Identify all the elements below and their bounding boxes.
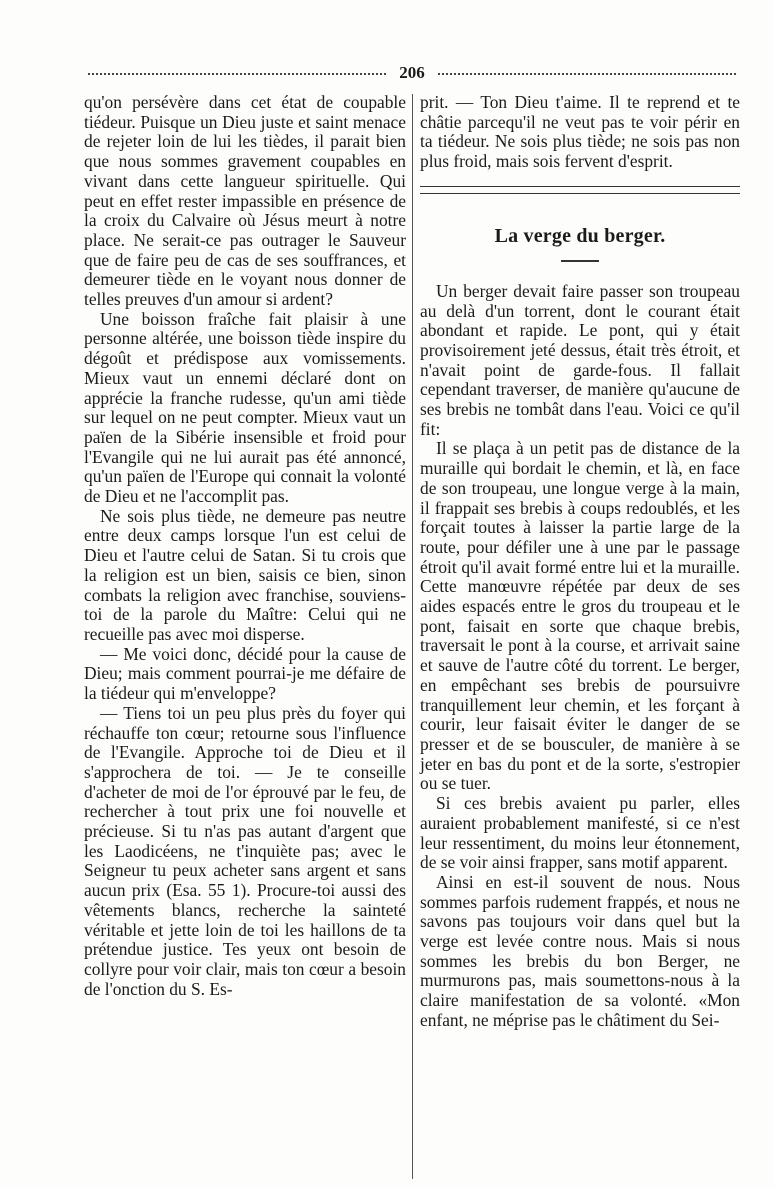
left-paragraph-2: Une boisson fraîche fait plaisir à une personne altérée, une boisson tiède inspire du dégoût et prédispose aux vomissements. Mieux vaut un ennemi déclaré dont on apprécie la franche rudesse, qu'un ami tiède sur lequel on ne peut compter. Mieux vaut un païen de la Sibérie insensible et froid pour l'Evangile qui ne lui aurait pas été annoncé, qu'un païen de l'Europe qui connait la volonté de Dieu et ne l'accomplit pas. (84, 308, 406, 507)
page-header (88, 62, 736, 84)
section-separator (420, 186, 740, 194)
left-paragraph-4: — Me voici donc, décidé pour la cause de Dieu; mais comment pourrai-je me défaire de la tiédeur qui m'enveloppe? (84, 643, 406, 704)
right-paragraph-3: Si ces brebis avaient pu parler, elles auraient probablement manifesté, si ce n'est leur ressentiment, du moins leur étonnement, de se voir ainsi frapper, sans motif apparent. (420, 793, 740, 873)
right-paragraph-2: Il se plaça à un petit pas de distance de la muraille qui bordait le chemin, et là, en face de son troupeau, une longue verge à la main, il frappait ses brebis à coups redoublés, et les forçait toutes à laisser la partie large de la route, pour défiler une à une par le passage étroit qu'il avait formé entre lui et la muraille. Cette manœuvre répétée par deux de ses aides espacés entre le gros du troupeau et le pont, faisait en sorte que chaque brebis, traversait le pont à la course, et arrivait saine et sauve de l'autre côté du torrent. Le berger, en empêchant ses brebis de poursuivre tranquillement leur chemin, et les forçant à courir, leur faisait éviter le danger de se presser et de se bousculer, de manière à se jeter en bas du pont et de la sorte, s'estropier ou se tuer. (420, 438, 740, 794)
left-paragraph-3: Ne sois plus tiède, ne demeure pas neutre entre deux camps lorsque l'un est celui de Dieu et l'autre celui de Satan. Si tu crois que la religion est un bien, saisis ce bien, sinon combats la religion avec franchise, souviens-toi de la parole du Maître: Celui qui ne recueille pas avec moi disperse. (84, 505, 406, 644)
page-number: 206 (399, 63, 425, 82)
column-divider (412, 94, 413, 1179)
right-intro-paragraph: prit. — Ton Dieu t'aime. Il te reprend et te châtie parcequ'il ne veut pas te voir périr en ta tiédeur. Ne sois plus tiède; ne sois pas non plus froid, mais sois fervent d'esprit. (420, 92, 740, 172)
section-title: La verge du berger. (494, 224, 666, 247)
right-column (420, 93, 740, 1031)
header-rule-left (88, 73, 386, 75)
right-paragraph-1: Un berger devait faire passer son troupeau au delà d'un torrent, dont le courant était abondant et rapide. Le pont, qui y était provisoirement jeté dessus, était très étroit, et n'avait point de garde-fous. Il fallait cependant traverser, de manière qu'aucune de ses brebis ne tombât dans l'eau. Voici ce qu'il fit: (420, 280, 740, 439)
left-column (84, 93, 406, 999)
left-paragraph-5: — Tiens toi un peu plus près du foyer qui réchauffe ton cœur; retourne sous l'influence de l'Evangile. Approche toi de Dieu et il s'approchera de toi. — Je te conseille d'acheter de moi de l'or éprouvé par le feu, de rechercher à tout prix une foi nouvelle et précieuse. Si tu n'as pas autant d'argent que les Laodicéens, ne t'inquiète pas; avec le Seigneur tu peux acheter sans argent et sans aucun prix (Esa. 55 1). Procure-toi aussi des vêtements blancs, recherche la sainteté véritable et jette loin de toi les haillons de ta prétendue justice. Tes yeux ont besoin de collyre pour voir clair, mais ton cœur a besoin de l'onction du S. Es- (84, 702, 406, 999)
header-rule-right (438, 73, 736, 75)
left-paragraph-1: qu'on persévère dans cet état de coupable tiédeur. Puisque un Dieu juste et saint menace de rejeter loin de lui les tièdes, il parait bien que nous sommes gravement coupables en vivant dans cette langueur spirituelle. Qui peut en effet rester impassible en présence de la croix du Calvaire où Jésus meurt à notre place. Ne serait-ce pas outrager le Sauveur que de faire peu de cas de ses souffrances, et demeurer tiède en le voyant nous donner de telles preuves d'un amour si ardent? (84, 92, 406, 310)
title-ornament-dash (561, 260, 599, 262)
right-paragraph-4: Ainsi en est-il souvent de nous. Nous sommes parfois rudement frappés, et nous ne savons pas toujours voir dans quel but la verge est levée contre nous. Mais si nous sommes les brebis du bon Berger, ne murmurons pas, mais soumettons-nous à la claire manifestation de sa volonté. «Mon enfant, ne méprise pas le châtiment du Sei- (420, 871, 740, 1030)
